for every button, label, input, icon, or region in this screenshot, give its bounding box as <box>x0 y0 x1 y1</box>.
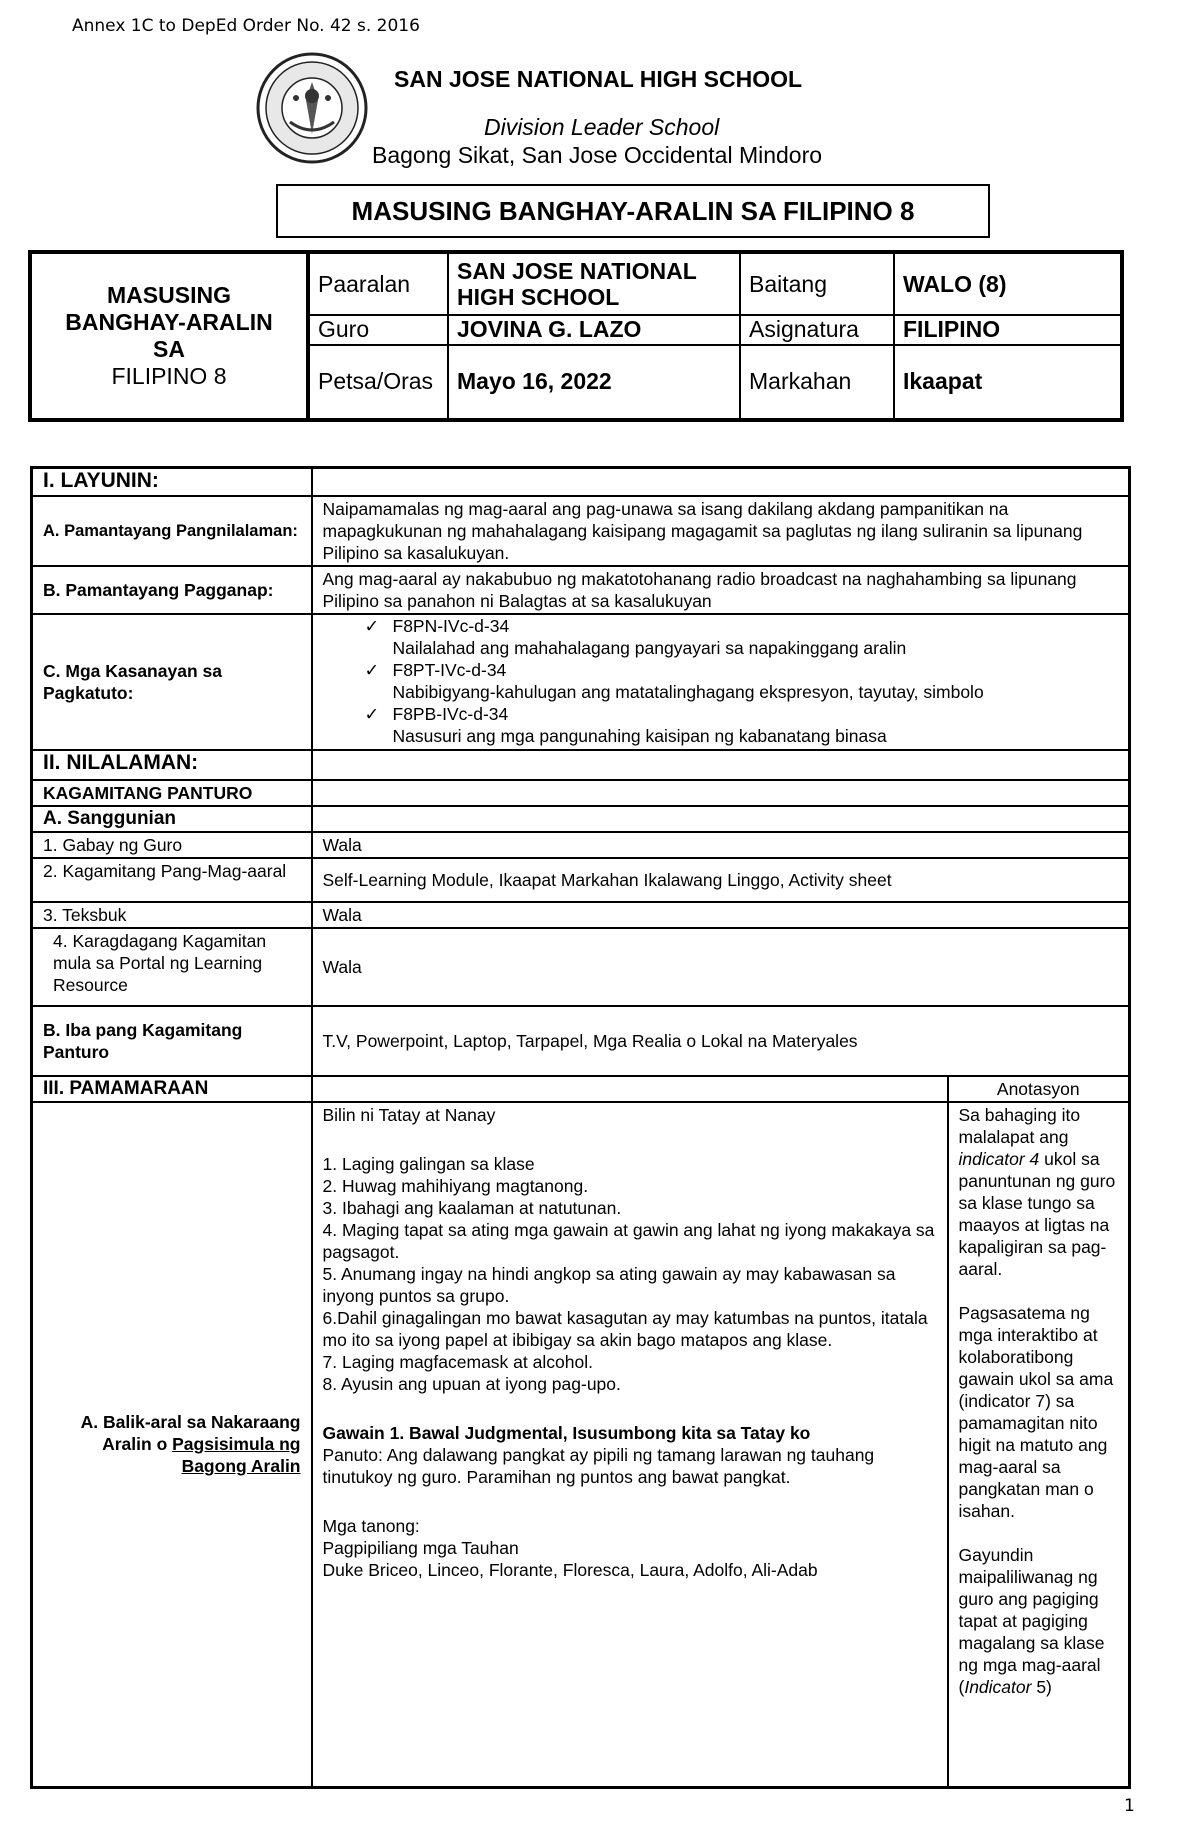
pamamaraan-heading: III. PAMAMARAAN <box>32 1076 312 1102</box>
rule-item: 6.Dahil ginagalingan mo bawat kasagutan ay may katumbas na puntos, itatala mo ito sa iyong papel at ibibigay sa akin bago matapos ang klase. <box>322 1307 928 1350</box>
deped-seal-icon <box>256 52 368 164</box>
gabay-guro-value: Wala <box>312 832 1130 858</box>
guro-value: JOVINA G. LAZO <box>448 315 740 345</box>
balik-aral-content <box>312 1102 948 1788</box>
anotasyon-note-3: Gayundin maipaliliwanag ng guro ang pagiging tapat at pagiging magalang sa klase ng mga mag-aaral (Indicator 5) <box>958 1544 1105 1697</box>
annex-label: Annex 1C to DepEd Order No. 42 s. 2016 <box>72 16 420 36</box>
layunin-heading: I. LAYUNIN: <box>32 468 312 496</box>
petsa-label: Petsa/Oras <box>308 345 448 420</box>
info-table <box>28 250 1124 422</box>
panuto: Panuto: Ang dalawang pangkat ay pipili ng tamang larawan ng tauhang tinutukoy ng guro. Paramihan ng puntos ang bawat pangkat. <box>322 1444 875 1487</box>
left-line3: SA <box>153 336 185 362</box>
petsa-value: Mayo 16, 2022 <box>448 345 740 420</box>
guro-label: Guro <box>308 315 448 345</box>
karagdagang-kagamitan-label: 4. Karagdagang Kagamitan mula sa Portal ng Learning Resource <box>32 928 312 1006</box>
pamantayang-pangnilalaman-label: A. Pamantayang Pangnilalaman: <box>32 496 312 566</box>
iba-pang-kagamitan-value: T.V, Powerpoint, Laptop, Tarpapel, Mga Realia o Lokal na Materyales <box>312 1006 1130 1076</box>
nilalaman-heading: II. NILALAMAN: <box>32 750 312 780</box>
school-division: Division Leader School <box>484 114 720 140</box>
rule-item: 7. Laging magfacemask at alcohol. <box>322 1351 593 1372</box>
asignatura-value: FILIPINO <box>894 315 1122 345</box>
info-left-cell <box>30 252 308 420</box>
pamantayang-pagganap-label: B. Pamantayang Pagganap: <box>32 566 312 614</box>
skill-code: F8PB-IVc-d-34 <box>392 703 509 724</box>
balik-aral-label-text: A. Balik-aral sa Nakaraang Aralin o <box>80 1412 301 1455</box>
skill-item <box>323 659 1119 681</box>
anotasyon-heading: Anotasyon <box>948 1076 1130 1102</box>
teksbuk-label: 3. Teksbuk <box>32 902 312 928</box>
anotasyon-content <box>948 1102 1130 1788</box>
paaralan-value: SAN JOSE NATIONAL HIGH SCHOOL <box>448 252 740 315</box>
left-line1: MASUSING <box>107 282 231 308</box>
sanggunian-heading: A. Sanggunian <box>32 806 312 832</box>
rule-item: 2. Huwag mahihiyang magtanong. <box>322 1175 589 1196</box>
page-number: 1 <box>1124 1796 1135 1816</box>
skill-code: F8PN-IVc-d-34 <box>392 615 510 636</box>
markahan-value: Ikaapat <box>894 345 1122 420</box>
balik-aral-label-underlined: Pagsisimula ng Bagong Aralin <box>172 1434 301 1477</box>
rule-item: 8. Ayusin ang upuan at iyong pag-upo. <box>322 1373 621 1394</box>
skill-item <box>323 703 1119 725</box>
tauhan-list: Duke Briceo, Linceo, Florante, Floresca, Laura, Adolfo, Ali-Adab <box>322 1559 818 1580</box>
skill-desc: Nailalahad ang mahahalagang pangyayari sa napakinggang aralin <box>392 637 907 658</box>
iba-pang-kagamitan-label: B. Iba pang Kagamitang Panturo <box>32 1006 312 1076</box>
baitang-value: WALO (8) <box>894 252 1122 315</box>
kagamitang-panturo-heading: KAGAMITANG PANTURO <box>32 780 312 806</box>
mga-tanong: Mga tanong: <box>322 1515 420 1536</box>
left-line2: BANGHAY-ARALIN <box>65 309 273 335</box>
rule-item: 4. Maging tapat sa ating mga gawain at gawin ang lahat ng iyong makakaya sa pagsagot. <box>322 1219 935 1262</box>
rule-item: 5. Anumang ingay na hindi angkop sa ating gawain ay may kabawasan sa inyong puntos sa grupo. <box>322 1263 896 1306</box>
gawain-title: Gawain 1. Bawal Judgmental, Isusumbong kita sa Tatay ko <box>322 1422 811 1443</box>
skill-desc: Nabibigyang-kahulugan ang matatalinghagang ekspresyon, tayutay, simbolo <box>392 681 984 702</box>
karagdagang-kagamitan-value: Wala <box>312 928 1130 1006</box>
rule-item: 3. Ibahagi ang kaalaman at natutunan. <box>322 1197 622 1218</box>
kagamitang-mag-aaral-value: Self-Learning Module, Ikaapat Markahan Ikalawang Linggo, Activity sheet <box>312 858 1130 902</box>
kasanayan-list <box>312 614 1130 750</box>
markahan-label: Markahan <box>740 345 894 420</box>
check-icon: ✓ <box>364 659 380 680</box>
baitang-label: Baitang <box>740 252 894 315</box>
anotasyon-note-2: Pagsasatema ng mga interaktibo at kolaboratibong gawain ukol sa ama (indicator 7) sa pamamagitan nito higit na matuto ang mag-aaral sa pangkatan man o isahan. <box>958 1302 1114 1521</box>
school-address: Bagong Sikat, San Jose Occidental Mindoro <box>372 142 823 168</box>
pamantayang-pagganap-value: Ang mag-aaral ay nakabubuo ng makatotohanang radio broadcast na naghahambing sa lipunang Pilipino sa panahon ni Balagtas at sa kasalukuyan <box>312 566 1130 614</box>
pamantayang-pangnilalaman-value: Naipamamalas ng mag-aaral ang pag-unawa sa isang dakilang akdang pampanitikan na mapagkukunan ng mahahalagang kaisipang magagamit sa paglutas ng ilang suliranin sa lipunang Pilipino sa kasalukuyan. <box>312 496 1130 566</box>
paaralan-label: Paaralan <box>308 252 448 315</box>
balik-aral-label <box>32 1102 312 1788</box>
school-name: SAN JOSE NATIONAL HIGH SCHOOL <box>394 66 803 92</box>
pagpipilian-heading: Pagpipiliang mga Tauhan <box>322 1537 519 1558</box>
kagamitang-mag-aaral-label: 2. Kagamitang Pang-Mag-aaral <box>32 858 312 902</box>
lesson-table <box>30 466 1131 1789</box>
bilin-title: Bilin ni Tatay at Nanay <box>322 1104 496 1125</box>
anotasyon-note-1: Sa bahaging ito malalapat ang indicator 4 ukol sa panuntunan ng guro sa klase tungo sa maayos at ligtas na kapaligiran sa pag-aaral. <box>958 1104 1116 1279</box>
asignatura-label: Asignatura <box>740 315 894 345</box>
rule-item: 1. Laging galingan sa klase <box>322 1153 535 1174</box>
kasanayan-label: C. Mga Kasanayan sa Pagkatuto: <box>32 614 312 750</box>
check-icon: ✓ <box>364 703 380 724</box>
teksbuk-value: Wala <box>312 902 1130 928</box>
left-line4: FILIPINO 8 <box>111 363 227 389</box>
skill-desc: Nasusuri ang mga pangunahing kaisipan ng kabanatang binasa <box>392 725 887 746</box>
plan-title: MASUSING BANGHAY-ARALIN SA FILIPINO 8 <box>276 184 990 238</box>
skill-item <box>323 615 1119 637</box>
skill-code: F8PT-IVc-d-34 <box>392 659 507 680</box>
gabay-guro-label: 1. Gabay ng Guro <box>32 832 312 858</box>
check-icon: ✓ <box>364 615 380 636</box>
